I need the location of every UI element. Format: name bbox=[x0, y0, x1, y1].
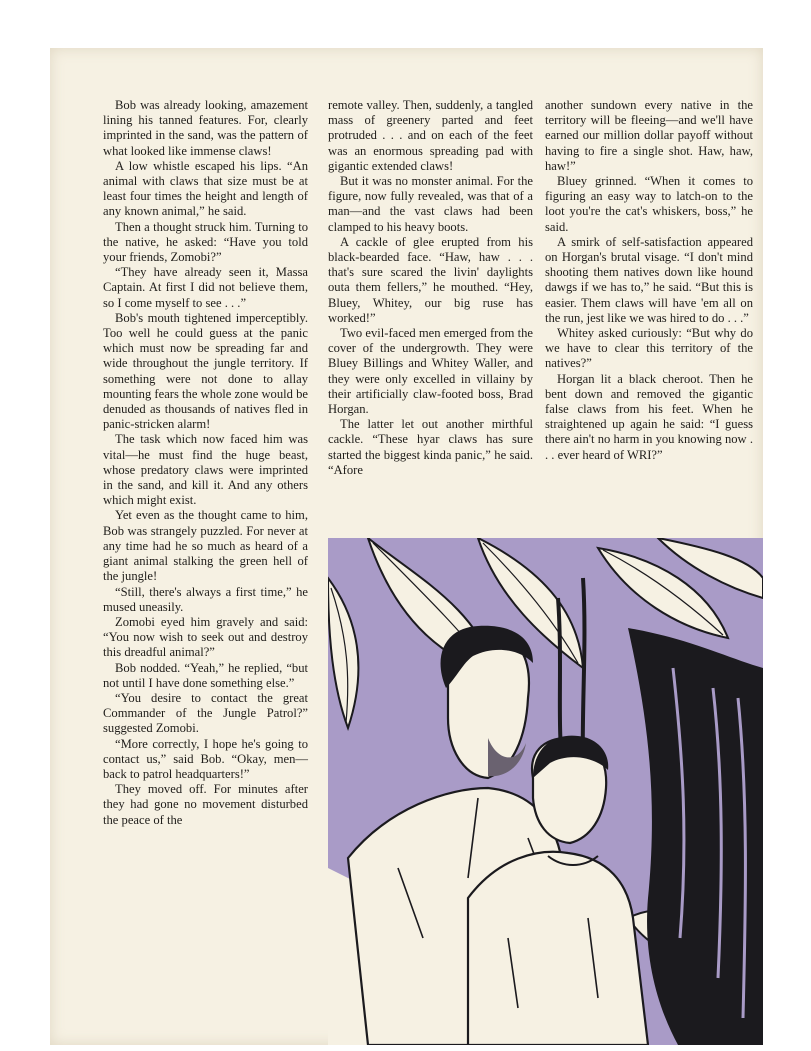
paragraph: Then a thought struck him. Turning to the native, he asked: “Have you told your friends, Zomobi?” bbox=[103, 219, 308, 265]
paragraph: Bluey grinned. “When it comes to figuring an easy way to latch-on to the loot you're the cat's whiskers, boss,” he said. bbox=[545, 174, 753, 234]
paragraph: Whitey asked curiously: “But why do we have to clear this territory of the natives?” bbox=[545, 326, 753, 371]
paragraph: Bob was already looking, amazement lining his tanned features. For, clearly imprinted in the sand, was the pattern of what looked like immense claws! bbox=[103, 98, 308, 158]
paragraph: “More correctly, I hope he's going to contact us,” said Bob. “Okay, men—back to patrol headquarters!” bbox=[103, 736, 308, 781]
paragraph: Horgan lit a black cheroot. Then he bent down and removed the gigantic false claws from his feet. When he straightened up again he said: “I guess there ain't no harm in you knowing now . . . ever heard of WRI?” bbox=[545, 371, 753, 462]
paragraph: Two evil-faced men emerged from the cover of the undergrowth. They were Bluey Billings and Whitey Waller, and they were only excelled in villainy by their artificially claw-footed boss, Brad Horgan. bbox=[328, 326, 533, 417]
paragraph: “They have already seen it, Massa Captain. At first I did not believe them, so I come myself to see . . .” bbox=[103, 265, 308, 310]
paragraph: “You desire to contact the great Commander of the Jungle Patrol?” suggested Zomobi. bbox=[103, 690, 308, 736]
paragraph: A low whistle escaped his lips. “An animal with claws that size must be at least four times the height and length of any known animal,” he said. bbox=[103, 158, 308, 219]
paragraph: Zomobi eyed him gravely and said: “You now wish to seek out and destroy this dreadful animal?” bbox=[103, 614, 308, 660]
paragraph: Bob nodded. “Yeah,” he replied, “but not until I have done something else.” bbox=[103, 660, 308, 690]
paragraph: But it was no monster animal. For the figure, now fully revealed, was that of a man—and the vast claws had been clamped to his heavy boots. bbox=[328, 174, 533, 234]
paragraph: “Still, there's always a first time,” he mused uneasily. bbox=[103, 584, 308, 614]
paragraph: Yet even as the thought came to him, Bob was strangely puzzled. For never at any time had he so much as heard of a giant animal stalking the green hell of the jungle! bbox=[103, 508, 308, 584]
paragraph: A smirk of self-satisfaction appeared on Horgan's brutal visage. “I don't mind shooting them natives down like hound dawgs if we has to,” he said. “But this is easier. Them claws will have 'em all on the run, jest like we was hired to do . . .” bbox=[545, 234, 753, 325]
jungle-illustration bbox=[328, 538, 763, 1045]
paragraph: They moved off. For minutes after they had gone no movement disturbed the peace of the bbox=[103, 782, 308, 827]
paragraph: Bob's mouth tightened imperceptibly. Too well he could guess at the panic which must now be spreading far and wide throughout the jungle territory. If something were not done to allay mounting fears the whole zone would be denuded as thousands of natives fled in panic-stricken alarm! bbox=[103, 310, 308, 432]
text-column-2 bbox=[328, 98, 533, 478]
paragraph: another sundown every native in the territory will be fleeing—and we'll have earned our million dollar payoff without having to fire a single shot. Haw, haw, haw!” bbox=[545, 98, 753, 173]
book-page bbox=[50, 48, 763, 1045]
paragraph: The latter let out another mirthful cackle. “These hyar claws has sure started the biggest kinda panic,” he said. “Afore bbox=[328, 417, 533, 477]
paragraph: The task which now faced him was vital—he must find the huge beast, whose predatory claws were imprinted in the sand, and kill it. And any others which might exist. bbox=[103, 432, 308, 508]
paragraph: A cackle of glee erupted from his black-bearded face. “Haw, haw . . . that's sure scared the livin' daylights outa them fellers,” he mouthed. “Hey, Bluey, Whitey, our big ruse has worked!” bbox=[328, 234, 533, 325]
paragraph: remote valley. Then, suddenly, a tangled mass of greenery parted and feet protruded . . . and on each of the feet was an enormous spreading pad with gigantic extended claws! bbox=[328, 98, 533, 173]
text-column-1 bbox=[103, 98, 308, 828]
text-column-3 bbox=[545, 98, 753, 463]
